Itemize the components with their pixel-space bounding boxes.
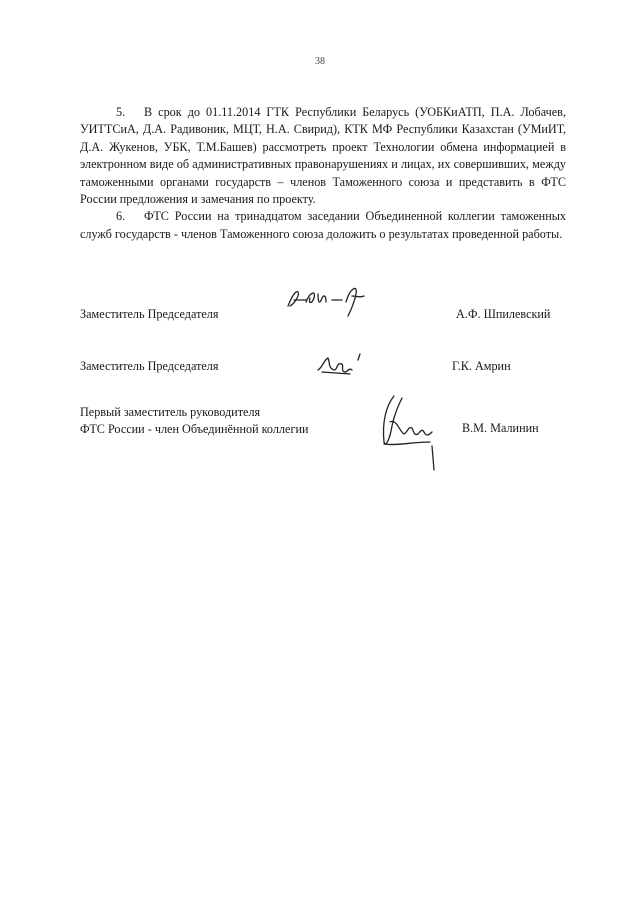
signatory-title: Заместитель Председателя [80, 307, 219, 321]
paragraph-text: В срок до 01.11.2014 ГТК Республики Беларусь (УОБКиАТП, П.А. Лобачев, УИТТСиА, Д.А. Радивоник, МЦТ, Н.А. Свирид), КТК МФ Республики Казахстан (УМиИТ, Д.А. Жукенов, УБК, Т.М.Башев) рассмотреть проект Технологии обмена информацией в электронном виде об административных правонарушениях и лицах, их совершивших, между таможенными органами государств – членов Таможенного союза и представить в ФТС России предложения и замечания по проекту. [80, 105, 566, 207]
signatory-title: Заместитель Председателя [80, 359, 219, 373]
signatory-name: А.Ф. Шпилевский [456, 307, 551, 321]
paragraph-number: 6. [116, 209, 126, 224]
signature-shpilevsky [284, 282, 394, 318]
signature-malinin [376, 392, 446, 474]
page-number: 38 [315, 56, 325, 67]
signatory-name: Г.К. Амрин [452, 359, 511, 373]
paragraph-number: 5. [116, 105, 126, 119]
paragraph-text: ФТС России на тринадцатом заседании Объединенной коллегии таможенных служб государств - членов Таможенного союза доложить о результатах проведенной работы. [80, 209, 566, 241]
signatory-title: Первый заместитель руководителя ФТС России - член Объединённой коллегии [80, 405, 309, 436]
signatory-name: В.М. Малинин [462, 421, 539, 435]
signature-amrin [314, 350, 374, 378]
